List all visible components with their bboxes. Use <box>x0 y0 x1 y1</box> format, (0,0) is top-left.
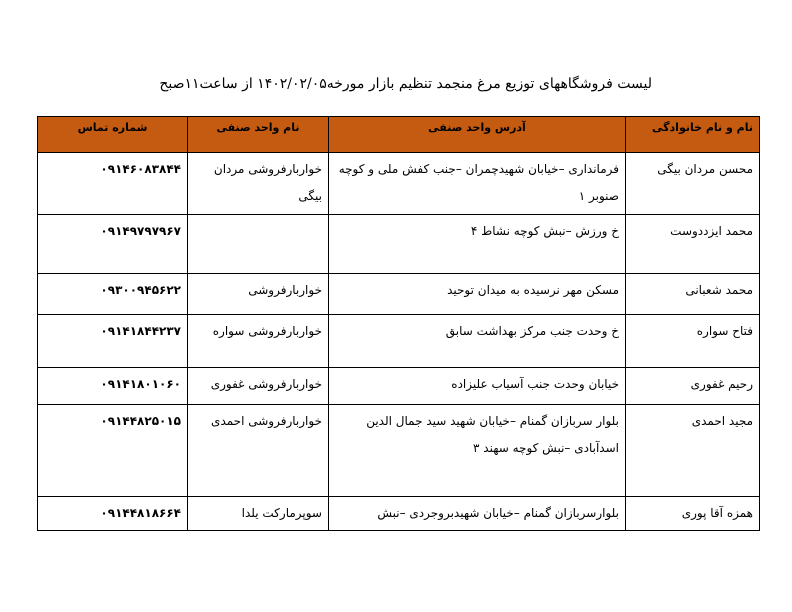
cell-unit: خواربارفروشی احمدی <box>188 405 329 497</box>
cell-phone: ۰۹۱۴۶۰۸۳۸۴۴ <box>38 153 188 215</box>
table-row <box>38 497 760 531</box>
header-phone: شماره تماس <box>38 117 188 153</box>
page-title: لیست فروشگاههای توزیع مرغ منجمد تنظیم بازار مورخه۱۴۰۲/۰۲/۰۵ از ساعت۱۱صبح <box>159 76 652 92</box>
table-row <box>38 153 760 215</box>
cell-address: خ ورزش –نبش کوچه نشاط ۴ <box>329 215 626 274</box>
cell-address: بلوارسربازان گمنام –خیابان شهیدبروجردی –نبش <box>329 497 626 531</box>
table-row <box>38 405 760 497</box>
header-unit: نام واحد صنفی <box>188 117 329 153</box>
header-address: آدرس واحد صنفی <box>329 117 626 153</box>
cell-unit: خواربارفروشی غفوری <box>188 368 329 405</box>
cell-phone: ۰۹۱۴۹۷۹۷۹۶۷ <box>38 215 188 274</box>
cell-phone: ۰۹۱۴۴۸۱۸۶۶۴ <box>38 497 188 531</box>
table-row <box>38 215 760 274</box>
cell-address: خیابان وحدت جنب آسیاب علیزاده <box>329 368 626 405</box>
shops-table <box>37 116 760 531</box>
cell-name: رحیم غفوری <box>626 368 760 405</box>
cell-name: همزه آقا پوری <box>626 497 760 531</box>
table-row <box>38 315 760 368</box>
cell-phone: ۰۹۱۴۱۸۰۱۰۶۰ <box>38 368 188 405</box>
cell-phone: ۰۹۱۴۱۸۴۴۲۳۷ <box>38 315 188 368</box>
cell-unit: خواربارفروشی مردان بیگی <box>188 153 329 215</box>
cell-phone: ۰۹۳۰۰۹۴۵۶۲۲ <box>38 274 188 315</box>
cell-phone: ۰۹۱۴۴۸۲۵۰۱۵ <box>38 405 188 497</box>
cell-name: فتاح سواره <box>626 315 760 368</box>
cell-unit: خواربارفروشی <box>188 274 329 315</box>
table-header-row <box>38 117 760 153</box>
header-name: نام و نام خانوادگی <box>626 117 760 153</box>
cell-name: مجید احمدی <box>626 405 760 497</box>
cell-address: خ وحدت جنب مرکز بهداشت سابق <box>329 315 626 368</box>
cell-address: فرمانداری –خیابان شهیدچمران –جنب کفش ملی و کوچه صنوبر ۱ <box>329 153 626 215</box>
cell-address: بلوار سربازان گمنام –خیابان شهید سید جمال الدین اسدآبادی –نبش کوچه سهند ۳ <box>329 405 626 497</box>
cell-unit: خواربارفروشی سواره <box>188 315 329 368</box>
cell-name: محسن مردان بیگی <box>626 153 760 215</box>
table-row <box>38 368 760 405</box>
cell-unit: سوپرمارکت یلدا <box>188 497 329 531</box>
cell-name: محمد شعبانی <box>626 274 760 315</box>
table-row <box>38 274 760 315</box>
cell-unit <box>188 215 329 274</box>
cell-address: مسکن مهر نرسیده به میدان توحید <box>329 274 626 315</box>
cell-name: محمد ایزددوست <box>626 215 760 274</box>
